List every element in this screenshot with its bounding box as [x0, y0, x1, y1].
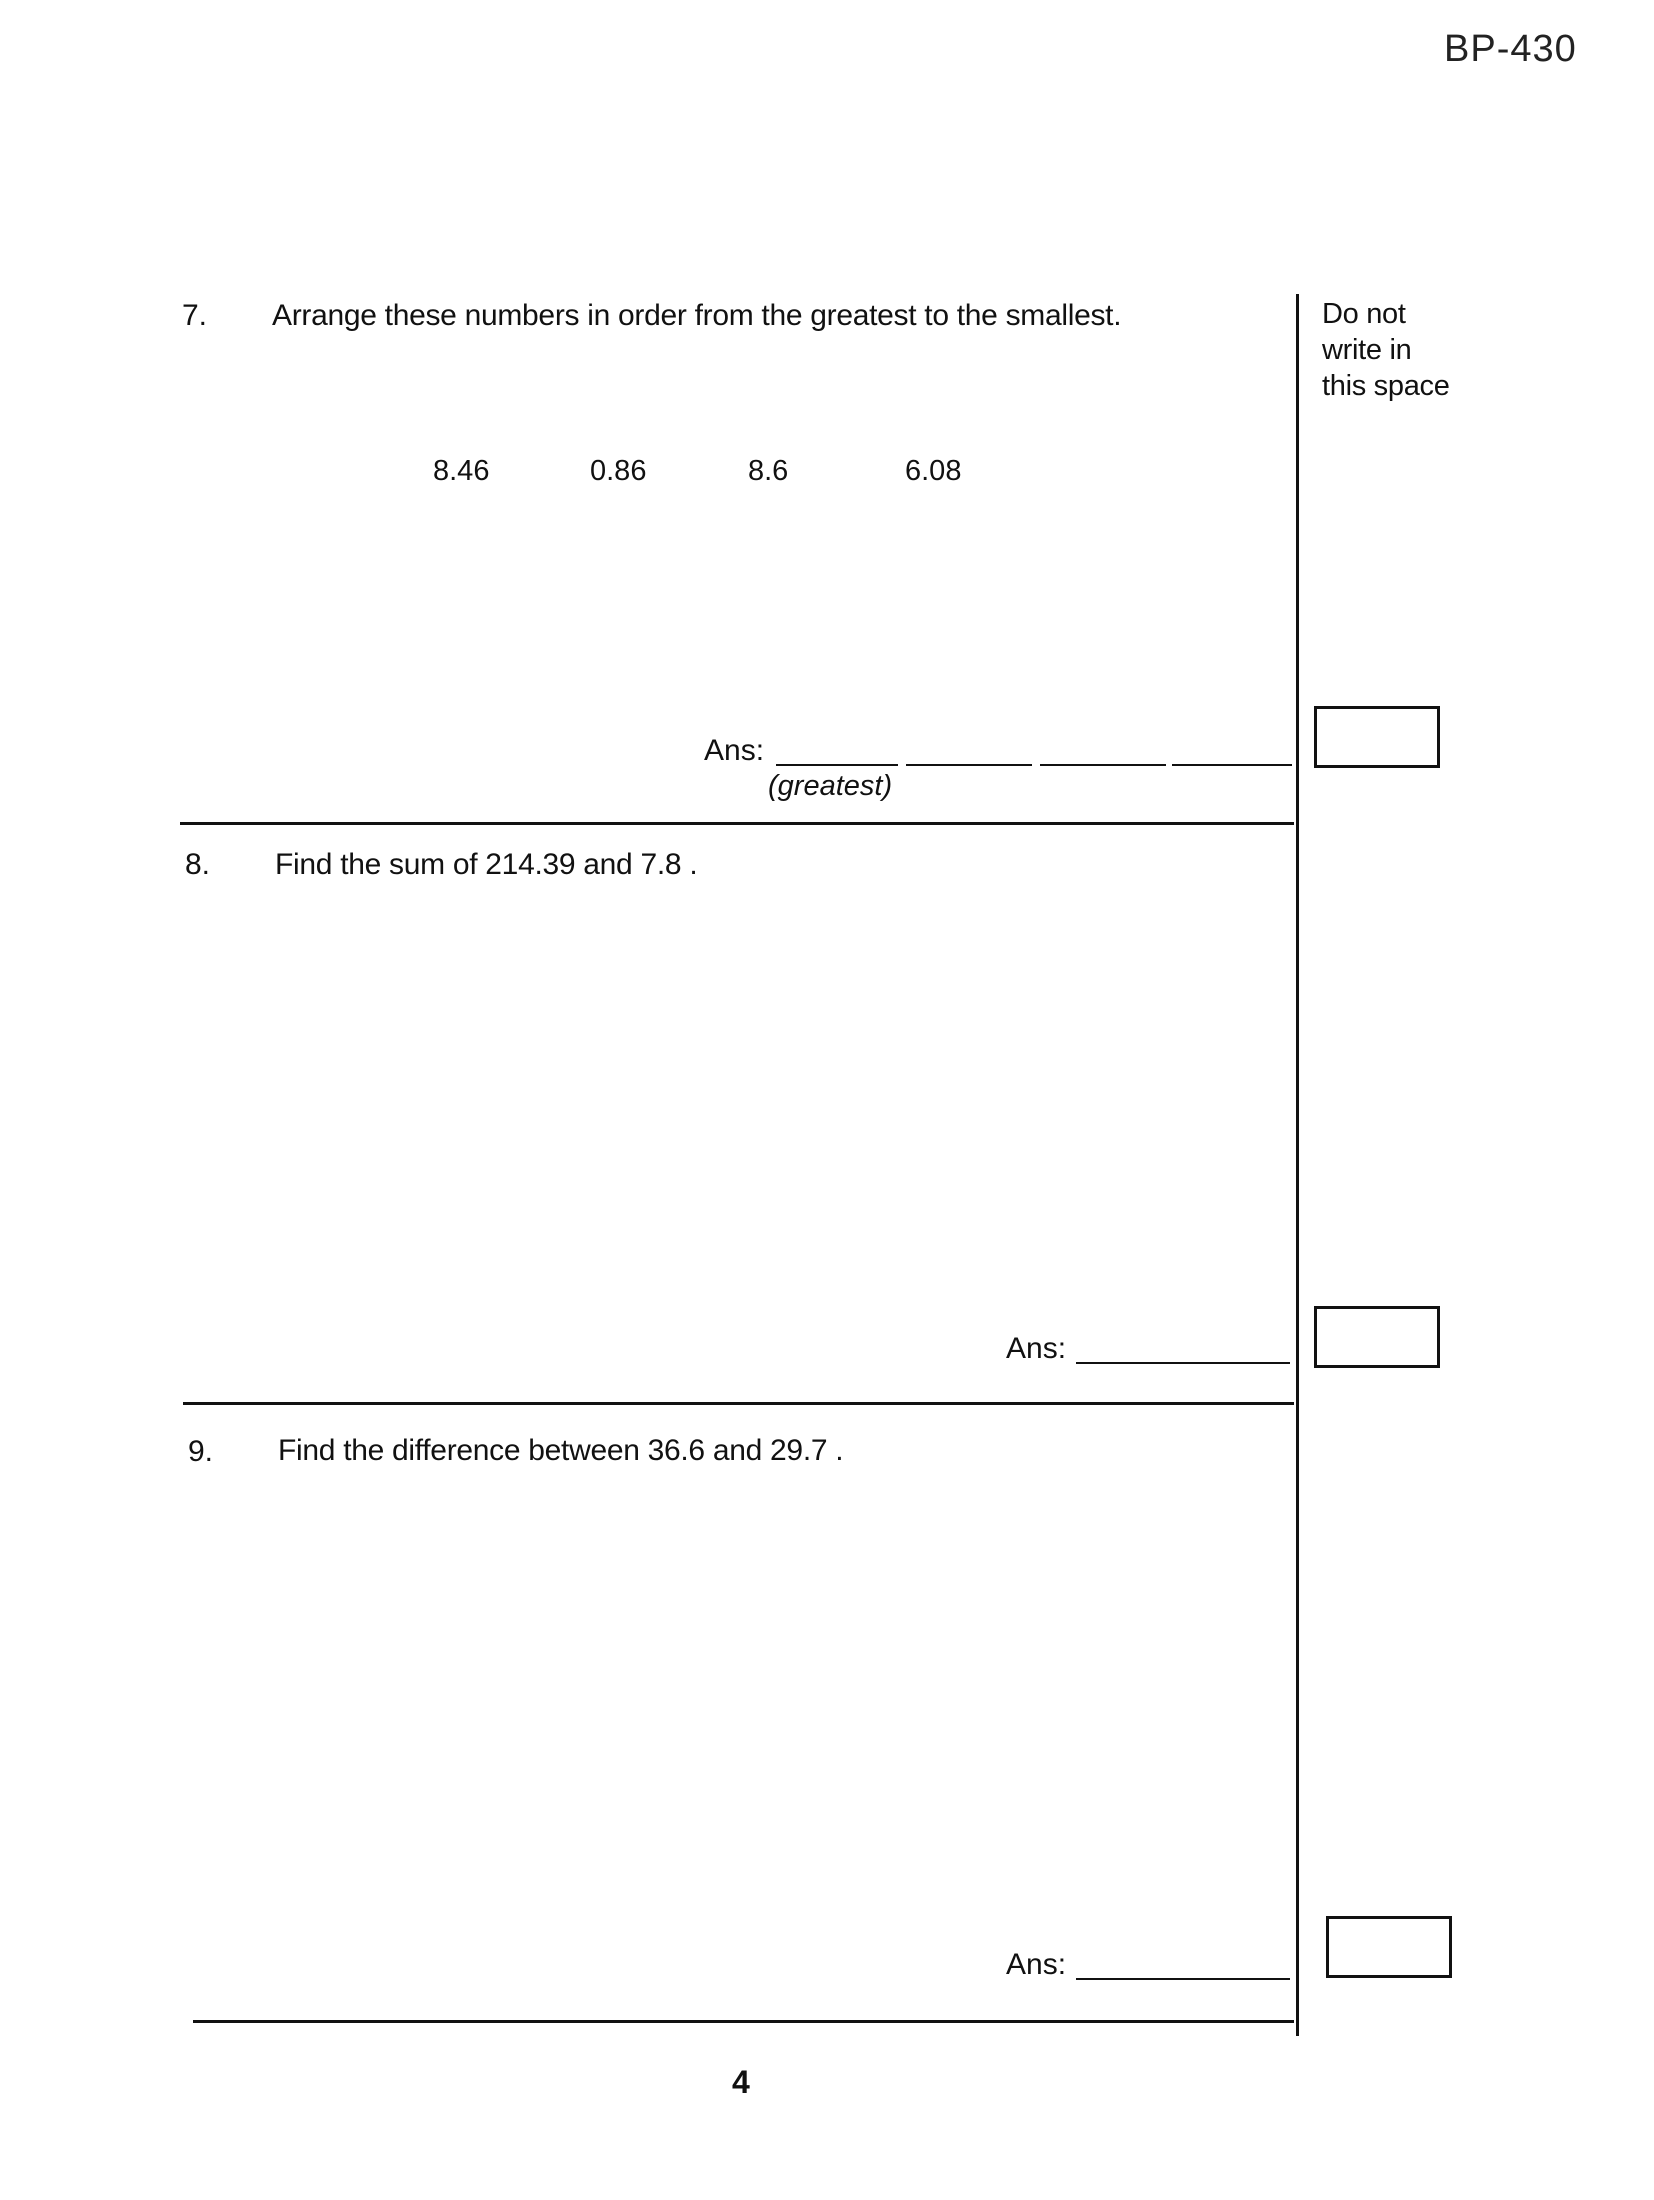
- margin-note: [1322, 296, 1450, 404]
- page-number: 4: [732, 2064, 750, 2100]
- question-7-answer-label: Ans:: [704, 734, 765, 767]
- question-8-separator: [183, 1402, 1294, 1405]
- question-7-answer-hint: (greatest): [768, 770, 893, 802]
- question-9-answer-label: Ans:: [1006, 1948, 1067, 1981]
- question-7-separator: [180, 822, 1294, 825]
- question-7-number-b: 0.86: [590, 455, 647, 487]
- question-7-answer-blank-1[interactable]: [776, 764, 898, 766]
- question-8-score-box: [1314, 1306, 1440, 1368]
- question-7-number-a: 8.46: [433, 455, 490, 487]
- question-8-answer-blank[interactable]: [1076, 1362, 1290, 1364]
- margin-note-line-3: this space: [1322, 370, 1450, 402]
- question-9-score-box: [1326, 1916, 1452, 1978]
- question-7-text: Arrange these numbers in order from the greatest to the smallest.: [272, 299, 1122, 332]
- margin-note-line-1: Do not: [1322, 298, 1406, 330]
- question-7-answer-blank-2[interactable]: [906, 764, 1032, 766]
- question-7-number-d: 6.08: [905, 455, 962, 487]
- question-9-answer-blank[interactable]: [1076, 1978, 1290, 1980]
- margin-note-line-2: write in: [1322, 334, 1412, 366]
- question-7-answer-blank-3[interactable]: [1040, 764, 1166, 766]
- document-code: BP-430: [1444, 28, 1577, 70]
- question-8-number: 8.: [185, 848, 211, 881]
- question-9-text: Find the difference between 36.6 and 29.7 .: [278, 1434, 844, 1467]
- question-8-answer-label: Ans:: [1006, 1332, 1067, 1365]
- question-9-number: 9.: [188, 1435, 214, 1468]
- question-8-text: Find the sum of 214.39 and 7.8 .: [275, 848, 698, 881]
- question-9-separator: [193, 2020, 1294, 2023]
- question-7-number: 7.: [182, 299, 208, 332]
- question-7-number-c: 8.6: [748, 455, 789, 487]
- question-7-score-box: [1314, 706, 1440, 768]
- margin-divider: [1296, 294, 1299, 2036]
- question-7-answer-blank-4[interactable]: [1172, 764, 1292, 766]
